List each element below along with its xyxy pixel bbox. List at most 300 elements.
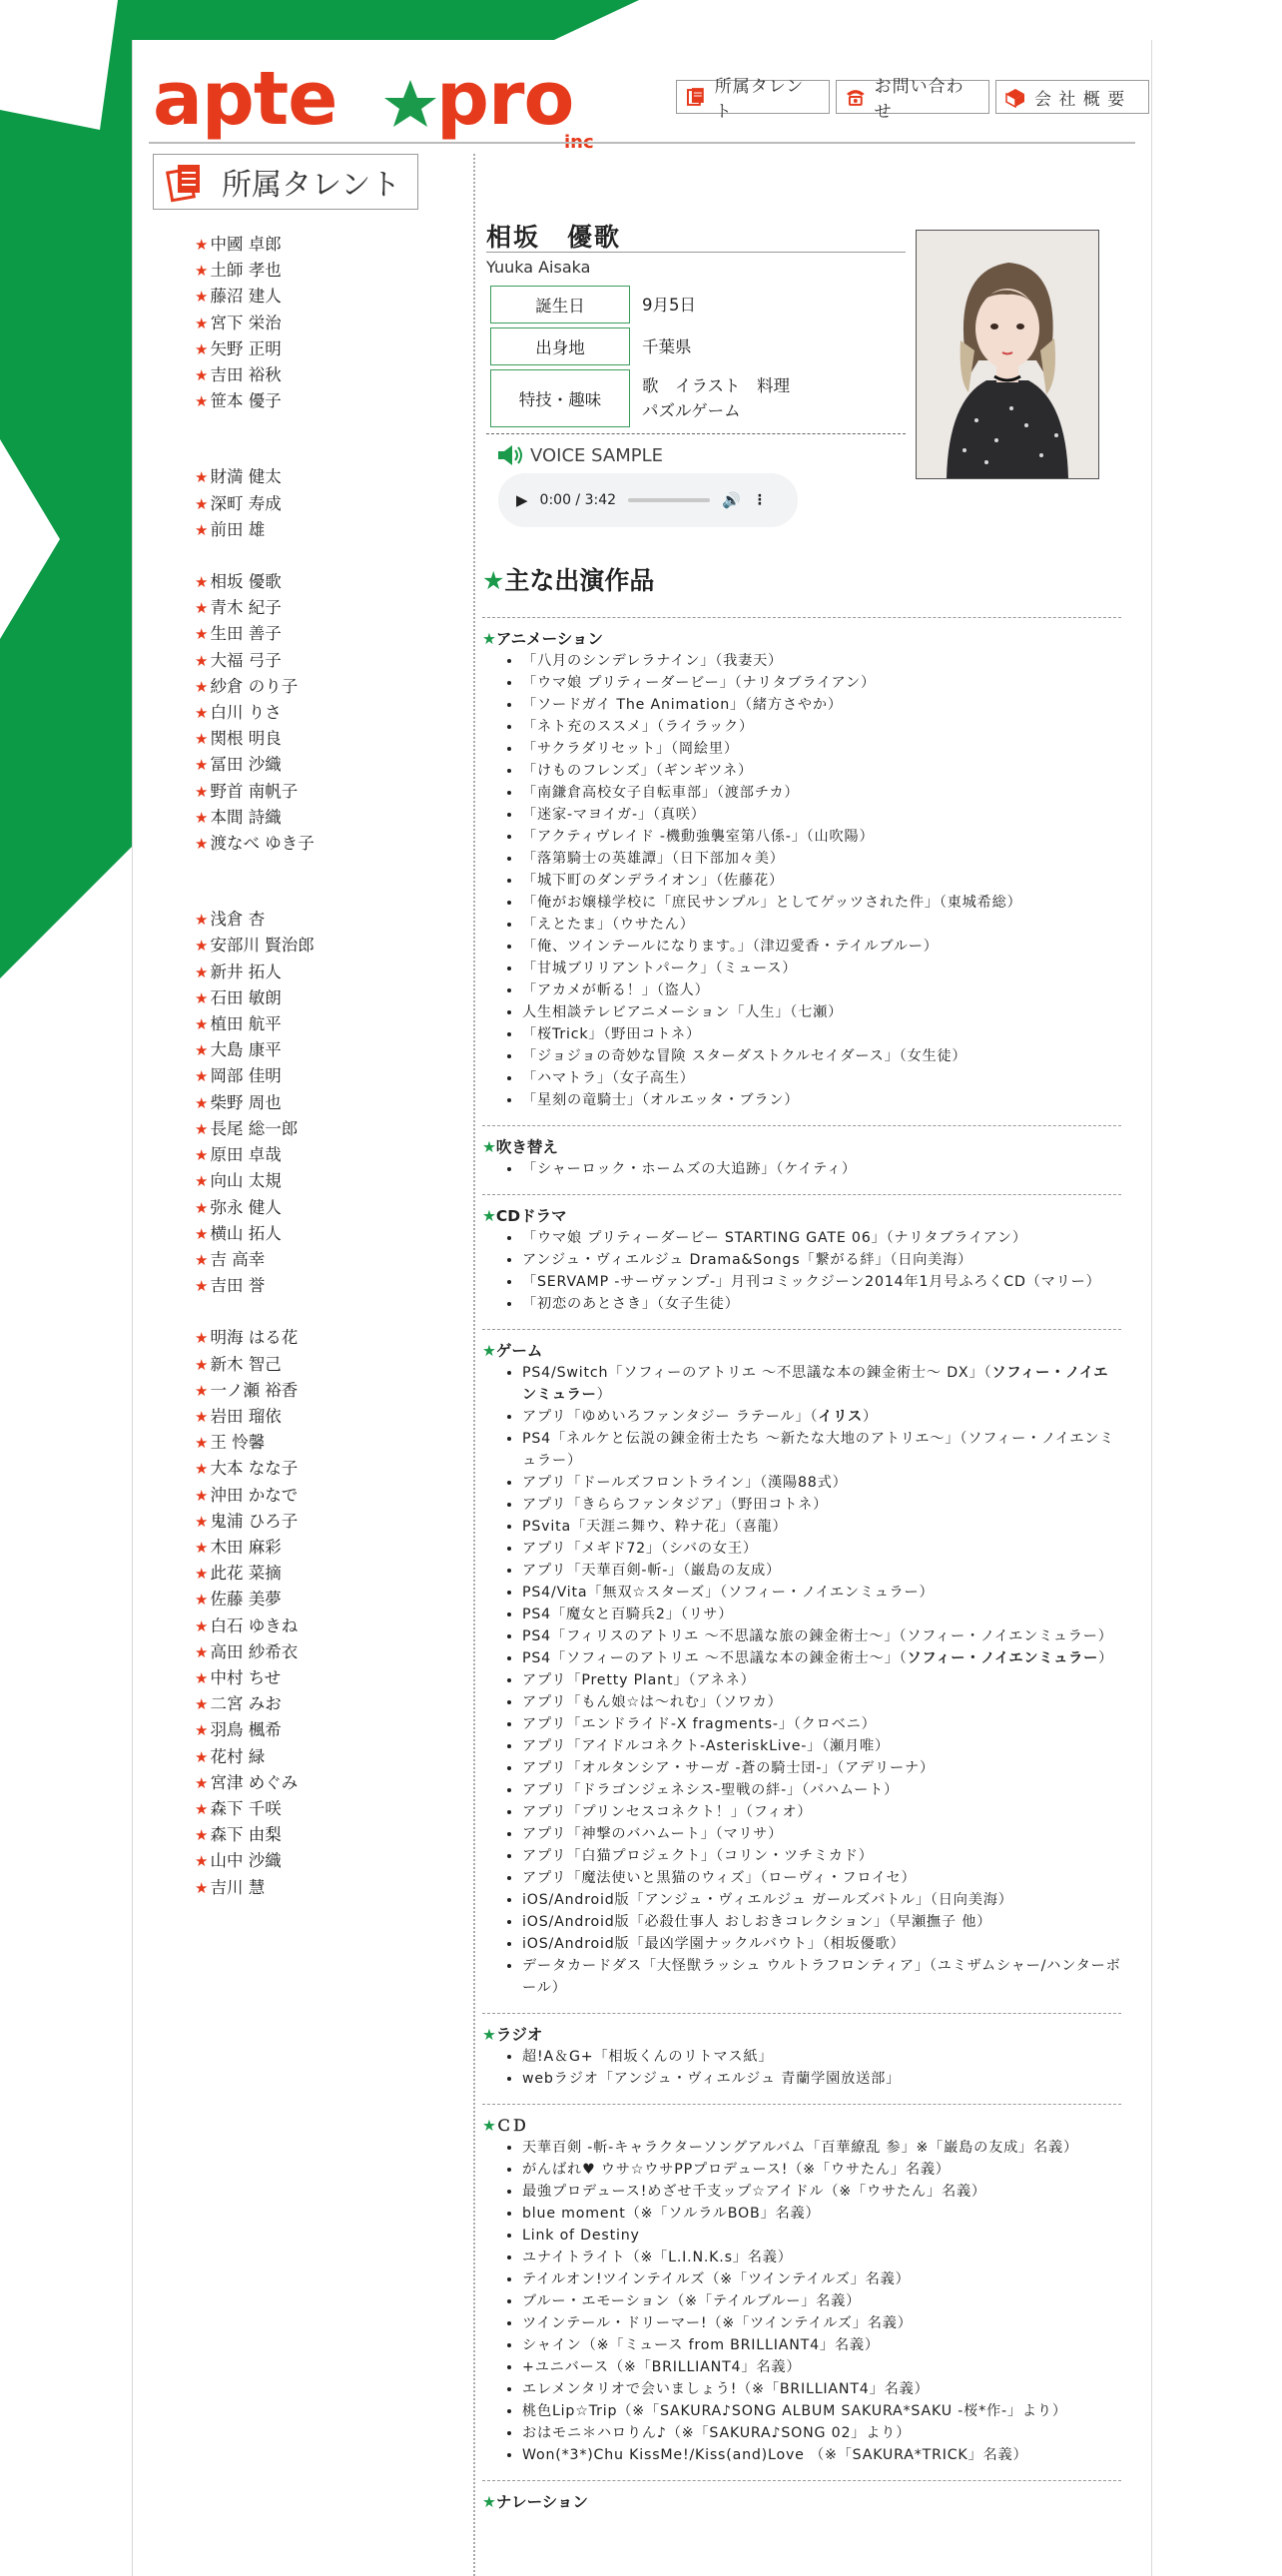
works-items	[482, 1227, 1121, 1315]
talent-name-label: 冨田 沙織	[210, 755, 282, 775]
talent-name-label: 此花 菜摘	[210, 1564, 282, 1584]
red-star-icon: ★	[195, 963, 209, 981]
profile-label: 誕生日	[490, 286, 630, 323]
work-item: • PS4/Vita「無双☆スターズ」（ソフィー・ノイエンミュラー）	[522, 1582, 1121, 1604]
talent-name-label: 高田 紗希衣	[210, 1641, 299, 1661]
works-category	[482, 1125, 1121, 1180]
green-star-icon: ★	[482, 630, 496, 648]
work-item: • シャイン（※「ミュース from BRILLIANT4」名義）	[522, 2334, 1121, 2356]
work-item: • 「ネト充のススメ」（ライラック）	[522, 716, 1121, 738]
sidebar-talent-link[interactable]	[195, 933, 414, 959]
talent-name-label: 原田 卓哉	[210, 1145, 282, 1165]
work-item: • 「迷家-マヨイガ-」（真咲）	[522, 804, 1121, 826]
talent-name-label: 岩田 瑠依	[210, 1406, 282, 1426]
profile-value: 千葉県	[642, 336, 692, 356]
works-category	[482, 2013, 1121, 2090]
category-title-text: ナレーション	[495, 2493, 588, 2511]
green-star-icon: ★	[482, 566, 505, 595]
work-item: • テイルオン!ツインテイルズ（※「ツインテイルズ」名義）	[522, 2268, 1121, 2290]
name-underline	[486, 252, 906, 253]
apte-pro-logo[interactable]	[153, 52, 612, 152]
talent-name-label: 山中 沙織	[210, 1851, 282, 1871]
sidebar-talent-link[interactable]	[195, 517, 414, 543]
voice-sample-header	[496, 443, 663, 467]
svg-text:pro: pro	[436, 56, 574, 142]
sidebar-talent-link[interactable]	[195, 258, 414, 284]
work-item: • アプリ「オルタンシア・サーガ -蒼の騎士団-」（アデリーナ）	[522, 1757, 1121, 1779]
category-title-text: ラジオ	[495, 2026, 543, 2044]
work-item: • 桃色Lip☆Trip（※「SAKURA♪SONG ALBUM SAKURA*SAKU -桜*作-」より）	[522, 2400, 1121, 2422]
sidebar-talent-link[interactable]	[195, 1037, 414, 1063]
sidebar-talent-link[interactable]	[195, 1613, 414, 1639]
talent-name-label: 柴野 周也	[210, 1092, 282, 1112]
work-item: • 「ソードガイ The Animation」（緒方さやか）	[522, 694, 1121, 716]
sidebar-talent-link[interactable]	[195, 311, 414, 336]
red-star-icon: ★	[195, 288, 209, 307]
red-star-icon: ★	[195, 1826, 209, 1845]
work-item: • 最強プロデュース!めざせ千支ップ☆アイドル（※「ウサたん」名義）	[522, 2181, 1121, 2203]
sidebar-talent-link[interactable]	[195, 1142, 414, 1168]
talent-name-label: 長尾 総一郎	[210, 1118, 299, 1138]
documents-icon	[685, 86, 707, 108]
talent-name: 相坂 優歌	[486, 223, 622, 252]
talent-name-label: 植田 航平	[210, 1014, 282, 1034]
red-star-icon: ★	[195, 1329, 209, 1348]
category-title-text: 吹き替え	[495, 1138, 558, 1156]
red-star-icon: ★	[195, 1172, 209, 1191]
sidebar-talent-link[interactable]	[195, 336, 414, 362]
nav-contact-label: お問い合わせ	[874, 77, 964, 122]
category-title	[482, 2024, 1121, 2046]
sidebar-talent-link[interactable]	[195, 1404, 414, 1430]
talent-name-label: 木田 麻彩	[210, 1537, 282, 1557]
sidebar-talent-link[interactable]	[195, 1717, 414, 1743]
talent-name-label: 藤沼 建人	[210, 287, 282, 307]
work-item: • 「初恋のあとさき」（女子生徒）	[522, 1293, 1121, 1315]
sidebar-talent-link[interactable]	[195, 779, 414, 805]
work-item: • PSvita「天涯ニ舞ウ、粋ナ花」（喜龍）	[522, 1516, 1121, 1538]
red-star-icon: ★	[195, 1878, 209, 1897]
sidebar-talent-link[interactable]	[195, 232, 414, 258]
red-star-icon: ★	[195, 468, 209, 487]
red-star-icon: ★	[195, 911, 209, 930]
talent-name-label: 前田 雄	[210, 519, 266, 539]
sidebar-talent-link[interactable]	[195, 1116, 414, 1142]
category-title	[482, 1136, 1121, 1158]
red-star-icon: ★	[195, 782, 209, 801]
red-star-icon: ★	[195, 262, 209, 281]
work-item: • PS4「魔女と百騎兵2」（リサ）	[522, 1604, 1121, 1625]
green-star-icon: ★	[482, 2026, 496, 2044]
sidebar-talent-link[interactable]	[195, 1796, 414, 1822]
works-category	[482, 617, 1121, 1111]
sidebar-talent-link[interactable]	[195, 1430, 414, 1456]
red-star-icon: ★	[195, 1460, 209, 1479]
red-star-icon: ★	[195, 1799, 209, 1818]
talent-name-label: 紗倉 のり子	[210, 676, 299, 696]
talent-name-label: 相坂 優歌	[210, 572, 282, 592]
talent-name-label: 花村 緑	[210, 1746, 266, 1766]
sidebar-talent-link[interactable]	[195, 1639, 414, 1665]
work-item: • アプリ「ドラゴンジェネシス-聖戦の絆-」（バハムート）	[522, 1779, 1121, 1801]
talent-name-label: 宮下 栄治	[210, 313, 282, 332]
talent-romaji: Yuuka Aisaka	[486, 258, 591, 277]
sidebar-talent-link[interactable]	[195, 1195, 414, 1221]
red-star-icon: ★	[195, 704, 209, 723]
sidebar-title-box	[153, 154, 418, 210]
work-item: • 「星刻の竜騎士」（オルエッタ・ブラン）	[522, 1089, 1121, 1111]
red-star-icon: ★	[195, 1538, 209, 1557]
works-category	[482, 1194, 1121, 1315]
talent-group	[195, 907, 414, 1299]
talent-name-label: 渡なべ ゆき子	[210, 834, 315, 854]
talent-photo	[916, 230, 1099, 479]
sidebar-talent-link[interactable]	[195, 388, 414, 414]
work-item: • iOS/Android版「必殺仕事人 おしおきコレクション」（早瀬撫子 他）	[522, 1911, 1121, 1933]
red-star-icon: ★	[195, 314, 209, 332]
red-star-icon: ★	[195, 1407, 209, 1426]
nav-talent-button[interactable]	[676, 77, 830, 122]
work-item: • アプリ「魔法使いと黒猫のウィズ」（ローヴィ・フロイセ）	[522, 1867, 1121, 1889]
sidebar-talent-link[interactable]	[195, 1665, 414, 1691]
works-items	[482, 1362, 1121, 1999]
header-divider	[149, 142, 1135, 144]
sidebar-talent-link[interactable]	[195, 1535, 414, 1561]
work-item: • アプリ「ドールズフロントライン」（漢陽88式）	[522, 1472, 1121, 1494]
red-star-icon: ★	[195, 1695, 209, 1714]
sidebar-talent-link[interactable]	[195, 1378, 414, 1404]
talent-name-label: 吉川 慧	[210, 1877, 266, 1897]
svg-text:apte: apte	[153, 56, 337, 142]
sidebar-talent-link[interactable]	[195, 1247, 414, 1273]
sidebar-talent-link[interactable]	[195, 960, 414, 985]
profile-label: 出身地	[490, 327, 630, 365]
sidebar-talent-link[interactable]	[195, 726, 414, 752]
work-item: • 「俺、ツインテールになります。」（津辺愛香・テイルブルー）	[522, 936, 1121, 958]
sidebar-talent-link[interactable]	[195, 1483, 414, 1509]
red-star-icon: ★	[195, 392, 209, 411]
red-star-icon: ★	[195, 1486, 209, 1505]
red-star-icon: ★	[195, 1198, 209, 1217]
sidebar-talent-link[interactable]	[195, 752, 414, 778]
talent-name-label: 深町 寿成	[210, 493, 282, 513]
sidebar-talent-link[interactable]	[195, 1770, 414, 1796]
work-item: • 「ウマ娘 プリティーダービー STARTING GATE 06」（ナリタブライアン）	[522, 1227, 1121, 1249]
talent-name-label: 関根 明良	[210, 729, 282, 749]
work-item: • アプリ「エンドライド-X fragments-」（クロベニ）	[522, 1713, 1121, 1735]
works-list	[482, 617, 1121, 2527]
sidebar-talent-link[interactable]	[195, 1691, 414, 1717]
work-item: • PS4「フィリスのアトリエ ～不思議な旅の錬金術士～」（ソフィー・ノイエンミュラー）	[522, 1625, 1121, 1647]
work-item: • 「けものフレンズ」（ギンギツネ）	[522, 760, 1121, 782]
talent-name-label: 中村 ちせ	[210, 1667, 282, 1687]
talent-name-label: 横山 拓人	[210, 1223, 282, 1243]
works-category	[482, 2104, 1121, 2466]
content-page	[132, 40, 1152, 2576]
red-star-icon: ★	[195, 1224, 209, 1243]
talent-name-label: 中國 卓郎	[210, 235, 282, 254]
sidebar-talent-link[interactable]	[195, 907, 414, 933]
sidebar-talent-link[interactable]	[195, 1456, 414, 1482]
sidebar-talent-link[interactable]	[195, 1848, 414, 1874]
talent-name-label: 沖田 かなで	[210, 1485, 299, 1505]
talent-name-label: 宮津 めぐみ	[210, 1772, 299, 1792]
sidebar-talent-link[interactable]	[195, 1822, 414, 1848]
talent-name-label: 羽鳥 楓希	[210, 1720, 282, 1740]
red-star-icon: ★	[195, 1512, 209, 1531]
audio-player[interactable]	[498, 473, 798, 527]
talent-name-label: 大本 なな子	[210, 1459, 299, 1479]
works-items	[482, 1158, 1121, 1180]
category-title-text: ゲーム	[495, 1342, 543, 1360]
red-star-icon: ★	[195, 835, 209, 854]
sidebar-talent-link[interactable]	[195, 491, 414, 517]
work-item: • アプリ「もん娘☆は～れむ」（ソワカ）	[522, 1691, 1121, 1713]
more-options-icon[interactable]: ⋮	[752, 492, 767, 508]
work-item: • 「ジョジョの奇妙な冒険 スターダストクルセイダース」（女生徒）	[522, 1045, 1121, 1067]
talent-group	[195, 569, 414, 857]
profile-row-hometown	[490, 327, 692, 365]
work-item: • アプリ「神撃のバハムート」（マリサ）	[522, 1823, 1121, 1845]
talent-name-label: 笹本 優子	[210, 391, 282, 411]
play-icon[interactable]: ▶	[516, 491, 528, 509]
talent-name-label: 鬼浦 ひろ子	[210, 1511, 299, 1531]
sidebar-talent-link[interactable]	[195, 621, 414, 647]
sidebar-talent-link[interactable]	[195, 1168, 414, 1194]
work-item: • Won(*3*)Chu KissMe!/Kiss(and)Love （※「SAKURA*TRICK」名義）	[522, 2444, 1121, 2466]
works-items	[482, 2046, 1121, 2090]
work-item: • 天華百剣 -斬-キャラクターソングアルバム「百華繚乱 参」※「巌島の友成」名義）	[522, 2137, 1121, 2159]
talent-name-label: 青木 紀子	[210, 598, 282, 618]
sidebar-talent-link[interactable]	[195, 831, 414, 857]
red-star-icon: ★	[195, 1747, 209, 1766]
red-star-icon: ★	[195, 1250, 209, 1269]
sidebar-talent-link[interactable]	[195, 1221, 414, 1247]
talent-name-label: 一ノ瀬 裕香	[210, 1380, 299, 1400]
sidebar-talent-link[interactable]	[195, 700, 414, 726]
talent-name-label: 吉田 誉	[210, 1276, 266, 1296]
work-item: • 「桜Trick」（野田コトネ）	[522, 1023, 1121, 1045]
work-item: • PS4「ソフィーのアトリエ ～不思議な本の錬金術士～」（ソフィー・ノイエンミュラー）	[522, 1647, 1121, 1669]
work-item: • PS4/Switch「ソフィーのアトリエ ～不思議な本の錬金術士～ DX」（ソフィー・ノイエンミュラー）	[522, 1362, 1121, 1406]
red-star-icon: ★	[195, 520, 209, 539]
sidebar-talent-link[interactable]	[195, 1063, 414, 1089]
green-star-icon: ★	[482, 2117, 496, 2135]
profile-value	[642, 373, 790, 423]
red-star-icon: ★	[195, 1773, 209, 1792]
sidebar-talent-link[interactable]	[195, 1352, 414, 1378]
red-star-icon: ★	[195, 236, 209, 254]
sidebar-talent-link[interactable]	[195, 1325, 414, 1351]
talent-list	[195, 232, 414, 1927]
red-star-icon: ★	[195, 1146, 209, 1165]
talent-name-label: 本間 詩織	[210, 807, 282, 827]
sidebar-talent-link[interactable]	[195, 1090, 414, 1116]
talent-group	[195, 1325, 414, 1900]
work-item: • アプリ「きららファンタジア」（野田コトネ）	[522, 1494, 1121, 1516]
red-star-icon: ★	[195, 1381, 209, 1400]
talent-name-label: 向山 太規	[210, 1171, 282, 1191]
sidebar-talent-link[interactable]	[195, 1744, 414, 1770]
work-item: • アプリ「プリンセスコネクト！」（フィオ）	[522, 1801, 1121, 1823]
work-item: • 人生相談テレビアニメーション「人生」（七瀬）	[522, 1001, 1121, 1023]
sidebar-talent-link[interactable]	[195, 284, 414, 310]
green-star-icon: ★	[482, 1207, 496, 1225]
sidebar-talent-link[interactable]	[195, 648, 414, 674]
sidebar-talent-link[interactable]	[195, 569, 414, 595]
sidebar-talent-link[interactable]	[195, 1509, 414, 1535]
talent-name-label: 佐藤 美夢	[210, 1590, 282, 1610]
red-star-icon: ★	[195, 573, 209, 592]
building-icon	[1004, 86, 1026, 108]
profile-label: 特技・趣味	[490, 369, 630, 427]
sidebar-talent-link[interactable]	[195, 985, 414, 1011]
talent-name-label: 吉 高幸	[210, 1249, 266, 1269]
work-item: • エレメンタリオで会いましょう!（※「BRILLIANT4」名義）	[522, 2378, 1121, 2400]
work-item: • アプリ「Pretty Plant」（アネネ）	[522, 1669, 1121, 1691]
column-divider	[473, 154, 475, 2576]
work-item: • 「八月のシンデレラナイン」（我妻天）	[522, 650, 1121, 672]
red-star-icon: ★	[195, 1668, 209, 1687]
sidebar-talent-link[interactable]	[195, 1587, 414, 1612]
sidebar-talent-link[interactable]	[195, 362, 414, 388]
work-item: • ユナイトライト（※「L.I.N.K.s」名義）	[522, 2247, 1121, 2268]
work-item: • 「アクティヴレイド -機動強襲室第八係-」（山吹陽）	[522, 826, 1121, 848]
talent-name-label: 二宮 みお	[210, 1694, 282, 1714]
red-star-icon: ★	[195, 730, 209, 749]
sidebar-talent-link[interactable]	[195, 464, 414, 490]
work-item: • がんばれ♥ ウサ☆ウサPPプロデュース!（※「ウサたん」名義）	[522, 2159, 1121, 2181]
work-item: • +ユニバース（※「BRILLIANT4」名義）	[522, 2356, 1121, 2378]
talent-name-label: 財満 健太	[210, 467, 282, 487]
works-category	[482, 1329, 1121, 1999]
profile-divider	[486, 433, 906, 434]
red-star-icon: ★	[195, 339, 209, 358]
green-star-icon: ★	[482, 1342, 496, 1360]
work-item: • iOS/Android版「アンジュ・ヴィエルジュ ガールズバトル」（日向美海）	[522, 1889, 1121, 1911]
nav-contact-button[interactable]	[836, 77, 989, 122]
sidebar-talent-link[interactable]	[195, 1011, 414, 1037]
red-star-icon: ★	[195, 1616, 209, 1635]
talent-name-label: 大島 康平	[210, 1040, 282, 1060]
work-item: • ツインテール・ドリーマー!（※「ツインテイルズ」名義）	[522, 2312, 1121, 2334]
work-item: • 「シャーロック・ホームズの大追跡」（ケイティ）	[522, 1158, 1121, 1180]
talent-name-label: 明海 はる花	[210, 1328, 299, 1348]
work-item: • データカードダス「大怪獣ラッシュ ウルトラフロンティア」（ユミザムシャー/ハンターボール）	[522, 1955, 1121, 1999]
work-item: • アプリ「メギド72」（シバの女王）	[522, 1538, 1121, 1560]
voice-sample-label: VOICE SAMPLE	[530, 444, 663, 466]
talent-name-label: 矢野 正明	[210, 338, 282, 358]
volume-icon[interactable]: 🔊	[722, 491, 741, 509]
talent-name-label: 弥永 健人	[210, 1197, 282, 1217]
sidebar-talent-link[interactable]	[195, 595, 414, 621]
work-item: • 「甘城ブリリアントパーク」（ミュース）	[522, 958, 1121, 979]
red-star-icon: ★	[195, 988, 209, 1007]
work-item: • 「SERVAMP -サーヴァンプ-」月刊コミックジーン2014年1月号ふろくCD（マリー）	[522, 1271, 1121, 1293]
work-item: • 「南鎌倉高校女子自転車部」（渡部チカ）	[522, 782, 1121, 804]
red-star-icon: ★	[195, 1015, 209, 1034]
talent-name-label: 石田 敏朗	[210, 987, 282, 1007]
work-item: • 「ウマ娘 プリティーダービー」（ナリタブライアン）	[522, 672, 1121, 694]
red-star-icon: ★	[195, 1852, 209, 1871]
nav-company-button[interactable]	[995, 80, 1149, 114]
red-star-icon: ★	[195, 808, 209, 827]
talent-name-label: 森下 千咲	[210, 1798, 282, 1818]
portrait-image	[917, 231, 1098, 478]
work-item: • webラジオ「アンジュ・ヴィエルジュ 青蘭学園放送部」	[522, 2068, 1121, 2090]
sidebar-title: 所属タレント	[222, 168, 401, 203]
sidebar-talent-link[interactable]	[195, 674, 414, 700]
works-heading-text: 主な出演作品	[504, 566, 655, 595]
nav-talent-label: 所属タレント	[714, 77, 805, 122]
sidebar-talent-link[interactable]	[195, 1273, 414, 1299]
red-star-icon: ★	[195, 1721, 209, 1740]
red-star-icon: ★	[195, 599, 209, 618]
sidebar-talent-link[interactable]	[195, 1875, 414, 1901]
work-item: • 超!A＆G+「相坂くんのリトマス紙」	[522, 2046, 1121, 2068]
work-item: • アプリ「ゆめいろファンタジー ラテール」（イリス）	[522, 1406, 1121, 1428]
talent-name-label: 吉田 裕秋	[210, 365, 282, 385]
green-star-icon: ★	[482, 1138, 496, 1156]
speaker-icon	[496, 443, 524, 467]
work-item: • blue moment（※「ソルラルBOB」名義）	[522, 2203, 1121, 2225]
work-item: • 「ハマトラ」（女子高生）	[522, 1067, 1121, 1089]
works-items	[482, 650, 1121, 1111]
red-star-icon: ★	[195, 756, 209, 775]
sidebar-talent-link[interactable]	[195, 1561, 414, 1587]
work-item: • アプリ「天華百剣-斬-」（巌島の友成）	[522, 1560, 1121, 1582]
category-title	[482, 2115, 1121, 2137]
talent-name-label: 生田 善子	[210, 624, 282, 644]
sidebar-talent-link[interactable]	[195, 805, 414, 831]
profile-value: 9月5日	[642, 295, 696, 315]
talent-name-label: 森下 由梨	[210, 1825, 282, 1845]
nav-company-label: 会 社 概 要	[1034, 89, 1126, 110]
red-star-icon: ★	[195, 677, 209, 696]
talent-name-label: 岡部 佳明	[210, 1066, 282, 1086]
hobby-line-1: 歌 イラスト 料理	[642, 376, 791, 395]
talent-name-label: 王 怜馨	[210, 1433, 266, 1453]
red-star-icon: ★	[195, 1355, 209, 1374]
talent-group	[195, 464, 414, 543]
work-item: • Link of Destiny	[522, 2225, 1121, 2247]
red-star-icon: ★	[195, 1067, 209, 1086]
talent-name-label: 土師 孝也	[210, 261, 282, 281]
work-item: • 「えとたま」（ウサたん）	[522, 914, 1121, 936]
works-items	[482, 2137, 1121, 2466]
category-title-text: アニメーション	[495, 630, 604, 648]
talent-name-label: 白川 りさ	[210, 703, 282, 723]
profile-row-birthday	[490, 286, 696, 323]
red-star-icon: ★	[195, 625, 209, 644]
logo-inc: inc	[564, 132, 594, 152]
talent-name-label: 浅倉 杏	[210, 910, 266, 930]
talent-group	[195, 232, 414, 414]
work-item: • 「城下町のダンデライオン」（佐藤花）	[522, 870, 1121, 892]
works-category	[482, 2480, 1121, 2513]
work-item: • アプリ「アイドルコネクト-AsteriskLive-」（瀬月唯）	[522, 1735, 1121, 1757]
red-star-icon: ★	[195, 366, 209, 385]
work-item: • PS4「ネルケと伝説の錬金術士たち ～新たな大地のアトリエ～」（ソフィー・ノイエンミュラー）	[522, 1428, 1121, 1472]
seek-bar[interactable]	[628, 498, 710, 502]
documents-icon	[164, 161, 206, 203]
work-item: • 「アカメが斬る！」（盗人）	[522, 979, 1121, 1001]
category-title-text: ＣＤ	[495, 2117, 527, 2135]
red-star-icon: ★	[195, 1041, 209, 1060]
red-star-icon: ★	[195, 494, 209, 513]
work-item: • 「俺がお嬢様学校に「庶民サンプル」としてゲッツされた件」（東城希総）	[522, 892, 1121, 914]
category-title-text: CDドラマ	[495, 1207, 567, 1225]
